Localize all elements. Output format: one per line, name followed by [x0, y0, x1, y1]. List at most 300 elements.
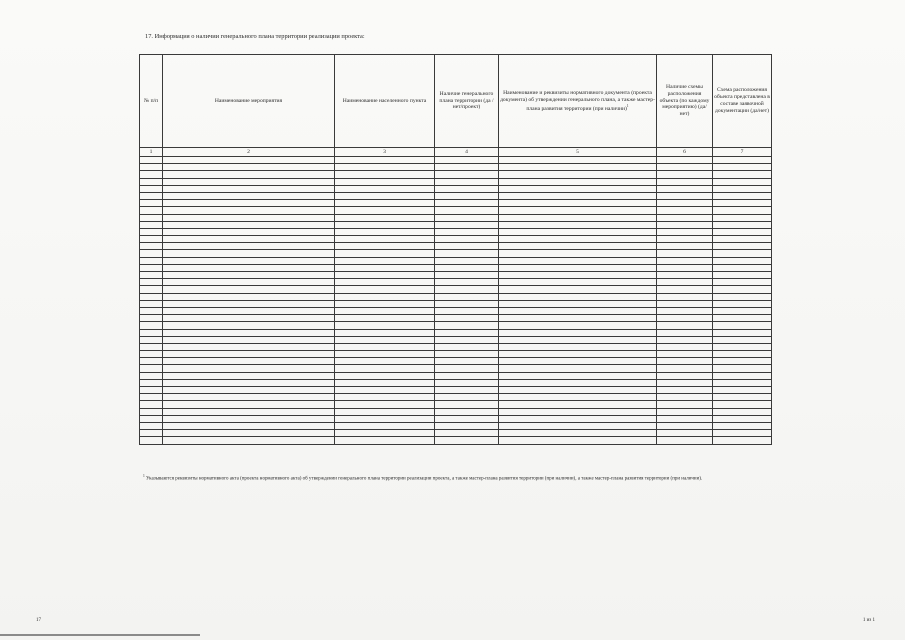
table-cell[interactable] — [713, 415, 772, 422]
table-cell[interactable] — [499, 387, 657, 394]
table-cell[interactable] — [163, 214, 335, 221]
table-cell[interactable] — [713, 164, 772, 171]
table-cell[interactable] — [163, 387, 335, 394]
table-cell[interactable] — [657, 365, 713, 372]
table-cell[interactable] — [713, 221, 772, 228]
table-cell[interactable] — [499, 228, 657, 235]
table-cell[interactable] — [499, 157, 657, 164]
table-cell[interactable] — [140, 286, 163, 293]
table-cell[interactable] — [163, 430, 335, 437]
table-cell[interactable] — [163, 322, 335, 329]
table-cell[interactable] — [713, 343, 772, 350]
table-cell[interactable] — [713, 264, 772, 271]
table-cell[interactable] — [335, 430, 435, 437]
table-cell[interactable] — [499, 264, 657, 271]
table-cell[interactable] — [163, 171, 335, 178]
table-cell[interactable] — [335, 214, 435, 221]
table-cell[interactable] — [499, 300, 657, 307]
header-footnote-mark: 1 — [626, 103, 629, 108]
table-cell[interactable] — [657, 192, 713, 199]
table-row — [140, 228, 772, 235]
table-cell[interactable] — [140, 401, 163, 408]
table-cell[interactable] — [499, 415, 657, 422]
table-cell[interactable] — [335, 307, 435, 314]
table-cell[interactable] — [163, 178, 335, 185]
table-cell[interactable] — [435, 157, 499, 164]
table-cell[interactable] — [140, 236, 163, 243]
table-row — [140, 221, 772, 228]
table-cell[interactable] — [713, 307, 772, 314]
table-cell[interactable] — [435, 408, 499, 415]
table-cell[interactable] — [657, 387, 713, 394]
table-cell[interactable] — [335, 401, 435, 408]
table-cell[interactable] — [435, 358, 499, 365]
table-cell[interactable] — [713, 422, 772, 429]
header-cell-with-footnote — [499, 55, 657, 148]
table-cell[interactable] — [499, 250, 657, 257]
table-cell[interactable] — [657, 437, 713, 444]
table-cell[interactable] — [657, 286, 713, 293]
table-cell[interactable] — [657, 351, 713, 358]
table-cell[interactable] — [163, 293, 335, 300]
table-cell[interactable] — [499, 207, 657, 214]
table-cell[interactable] — [335, 228, 435, 235]
table-cell[interactable] — [435, 272, 499, 279]
table-cell[interactable] — [713, 351, 772, 358]
table-cell[interactable] — [140, 185, 163, 192]
table-cell[interactable] — [163, 372, 335, 379]
table-cell[interactable] — [499, 430, 657, 437]
table-cell[interactable] — [140, 387, 163, 394]
table-cell[interactable] — [657, 372, 713, 379]
table-row — [140, 200, 772, 207]
table-cell[interactable] — [435, 264, 499, 271]
table-cell[interactable] — [163, 358, 335, 365]
table-cell[interactable] — [499, 422, 657, 429]
table-cell[interactable] — [499, 372, 657, 379]
table-cell[interactable] — [163, 164, 335, 171]
table-cell[interactable] — [163, 264, 335, 271]
table-cell[interactable] — [163, 221, 335, 228]
table-cell[interactable] — [499, 257, 657, 264]
table-cell[interactable] — [713, 293, 772, 300]
table-cell[interactable] — [163, 207, 335, 214]
table-cell[interactable] — [657, 315, 713, 322]
table-cell[interactable] — [435, 300, 499, 307]
table-cell[interactable] — [335, 221, 435, 228]
table-cell[interactable] — [499, 307, 657, 314]
table-row — [140, 401, 772, 408]
table-row — [140, 322, 772, 329]
table-cell[interactable] — [140, 365, 163, 372]
table-cell[interactable] — [335, 264, 435, 271]
table-cell[interactable] — [140, 214, 163, 221]
table-cell[interactable] — [140, 358, 163, 365]
table-cell[interactable] — [435, 214, 499, 221]
table-cell[interactable] — [713, 336, 772, 343]
table-cell[interactable] — [713, 250, 772, 257]
table-cell[interactable] — [499, 192, 657, 199]
table-cell[interactable] — [163, 185, 335, 192]
table-cell[interactable] — [140, 264, 163, 271]
table-cell[interactable] — [140, 157, 163, 164]
table-row — [140, 408, 772, 415]
table-cell[interactable] — [140, 293, 163, 300]
table-cell[interactable] — [140, 221, 163, 228]
table-cell[interactable] — [140, 422, 163, 429]
table-cell[interactable] — [140, 200, 163, 207]
table-cell[interactable] — [335, 178, 435, 185]
table-cell[interactable] — [140, 272, 163, 279]
table-cell[interactable] — [435, 322, 499, 329]
table-cell[interactable] — [335, 372, 435, 379]
table-cell[interactable] — [499, 437, 657, 444]
table-cell[interactable] — [163, 329, 335, 336]
table-cell[interactable] — [499, 293, 657, 300]
table-cell[interactable] — [435, 379, 499, 386]
table-cell[interactable] — [163, 379, 335, 386]
table-cell[interactable] — [140, 315, 163, 322]
table-cell[interactable] — [335, 207, 435, 214]
table-cell[interactable] — [713, 315, 772, 322]
table-cell[interactable] — [499, 164, 657, 171]
column-number: 5 — [499, 148, 657, 157]
table-cell[interactable] — [140, 171, 163, 178]
table-cell[interactable] — [657, 157, 713, 164]
table-cell[interactable] — [435, 192, 499, 199]
table-cell[interactable] — [140, 343, 163, 350]
table-cell[interactable] — [163, 286, 335, 293]
table-cell[interactable] — [657, 422, 713, 429]
table-row — [140, 415, 772, 422]
table-cell[interactable] — [140, 257, 163, 264]
table-cell[interactable] — [713, 207, 772, 214]
table-cell[interactable] — [713, 408, 772, 415]
table-cell[interactable] — [163, 315, 335, 322]
table-cell[interactable] — [435, 243, 499, 250]
table-cell[interactable] — [713, 178, 772, 185]
table-cell[interactable] — [657, 307, 713, 314]
table-cell[interactable] — [499, 322, 657, 329]
table-cell[interactable] — [335, 286, 435, 293]
table-cell[interactable] — [713, 171, 772, 178]
table-cell[interactable] — [657, 401, 713, 408]
table-cell[interactable] — [657, 200, 713, 207]
table-cell[interactable] — [657, 358, 713, 365]
table-cell[interactable] — [657, 164, 713, 171]
table-cell[interactable] — [140, 250, 163, 257]
table-cell[interactable] — [335, 300, 435, 307]
table-cell[interactable] — [657, 415, 713, 422]
table-cell[interactable] — [140, 430, 163, 437]
table-cell[interactable] — [163, 351, 335, 358]
table-cell[interactable] — [435, 336, 499, 343]
table-cell[interactable] — [163, 343, 335, 350]
table-cell[interactable] — [657, 430, 713, 437]
table-cell[interactable] — [657, 236, 713, 243]
table-cell[interactable] — [713, 300, 772, 307]
table-cell[interactable] — [657, 329, 713, 336]
table-cell[interactable] — [335, 329, 435, 336]
table-cell[interactable] — [435, 387, 499, 394]
table-cell[interactable] — [499, 315, 657, 322]
table-cell[interactable] — [435, 315, 499, 322]
table-cell[interactable] — [335, 343, 435, 350]
table-cell[interactable] — [713, 257, 772, 264]
table-cell[interactable] — [335, 185, 435, 192]
table-cell[interactable] — [140, 329, 163, 336]
page-count: 1 из 1 — [862, 618, 875, 623]
table-cell[interactable] — [435, 221, 499, 228]
table-cell[interactable] — [163, 422, 335, 429]
table-cell[interactable] — [499, 394, 657, 401]
table-cell[interactable] — [163, 336, 335, 343]
table-cell[interactable] — [435, 401, 499, 408]
table-cell[interactable] — [713, 387, 772, 394]
table-cell[interactable] — [657, 408, 713, 415]
table-cell[interactable] — [335, 236, 435, 243]
table-cell[interactable] — [499, 358, 657, 365]
table-cell[interactable] — [140, 415, 163, 422]
table-cell[interactable] — [163, 437, 335, 444]
table-cell[interactable] — [163, 250, 335, 257]
table-cell[interactable] — [713, 358, 772, 365]
table-cell[interactable] — [140, 336, 163, 343]
table-cell[interactable] — [657, 214, 713, 221]
table-cell[interactable] — [435, 228, 499, 235]
table-row — [140, 243, 772, 250]
table-cell[interactable] — [499, 243, 657, 250]
table-cell[interactable] — [335, 192, 435, 199]
table-cell[interactable] — [499, 200, 657, 207]
table-cell[interactable] — [499, 343, 657, 350]
table-cell[interactable] — [163, 365, 335, 372]
table-cell[interactable] — [163, 243, 335, 250]
table-cell[interactable] — [163, 257, 335, 264]
table-cell[interactable] — [335, 315, 435, 322]
table-cell[interactable] — [499, 401, 657, 408]
table-cell[interactable] — [499, 236, 657, 243]
table-cell[interactable] — [713, 394, 772, 401]
table-cell[interactable] — [335, 250, 435, 257]
table-cell[interactable] — [163, 307, 335, 314]
table-cell[interactable] — [140, 164, 163, 171]
table-cell[interactable] — [435, 365, 499, 372]
table-cell[interactable] — [657, 293, 713, 300]
table-cell[interactable] — [335, 408, 435, 415]
table-row — [140, 379, 772, 386]
table-cell[interactable] — [713, 192, 772, 199]
table-cell[interactable] — [163, 192, 335, 199]
table-cell[interactable] — [163, 228, 335, 235]
table-cell[interactable] — [335, 279, 435, 286]
table-cell[interactable] — [140, 300, 163, 307]
table-cell[interactable] — [140, 322, 163, 329]
table-cell[interactable] — [335, 243, 435, 250]
table-cell[interactable] — [657, 178, 713, 185]
table-row — [140, 257, 772, 264]
table-cell[interactable] — [713, 214, 772, 221]
table-cell[interactable] — [335, 171, 435, 178]
table-cell[interactable] — [335, 293, 435, 300]
table-cell[interactable] — [335, 257, 435, 264]
table-cell[interactable] — [335, 351, 435, 358]
table-cell[interactable] — [335, 200, 435, 207]
table-cell[interactable] — [435, 293, 499, 300]
table-cell[interactable] — [657, 243, 713, 250]
table-cell[interactable] — [163, 300, 335, 307]
table-cell[interactable] — [657, 185, 713, 192]
table-cell[interactable] — [713, 228, 772, 235]
table-cell[interactable] — [140, 372, 163, 379]
table-cell[interactable] — [140, 207, 163, 214]
table-cell[interactable] — [499, 286, 657, 293]
table-cell[interactable] — [140, 228, 163, 235]
table-cell[interactable] — [435, 430, 499, 437]
table-cell[interactable] — [435, 185, 499, 192]
table-cell[interactable] — [657, 322, 713, 329]
table-cell[interactable] — [435, 286, 499, 293]
table-cell[interactable] — [657, 264, 713, 271]
table-cell[interactable] — [713, 401, 772, 408]
table-cell[interactable] — [499, 336, 657, 343]
table-cell[interactable] — [335, 272, 435, 279]
table-cell[interactable] — [163, 272, 335, 279]
table-cell[interactable] — [435, 437, 499, 444]
table-cell[interactable] — [713, 372, 772, 379]
table-cell[interactable] — [435, 178, 499, 185]
table-cell[interactable] — [163, 279, 335, 286]
table-cell[interactable] — [435, 422, 499, 429]
table-cell[interactable] — [335, 157, 435, 164]
table-cell[interactable] — [435, 236, 499, 243]
table-cell[interactable] — [140, 351, 163, 358]
table-cell[interactable] — [140, 307, 163, 314]
table-cell[interactable] — [657, 257, 713, 264]
table-cell[interactable] — [657, 250, 713, 257]
table-cell[interactable] — [713, 279, 772, 286]
table-cell[interactable] — [657, 171, 713, 178]
table-cell[interactable] — [657, 394, 713, 401]
table-cell[interactable] — [713, 430, 772, 437]
table-cell[interactable] — [435, 394, 499, 401]
table-cell[interactable] — [713, 236, 772, 243]
table-cell[interactable] — [140, 178, 163, 185]
table-cell[interactable] — [163, 200, 335, 207]
table-cell[interactable] — [713, 185, 772, 192]
table-cell[interactable] — [713, 243, 772, 250]
table-cell[interactable] — [657, 272, 713, 279]
table-cell[interactable] — [140, 243, 163, 250]
table-cell[interactable] — [335, 415, 435, 422]
table-cell[interactable] — [435, 171, 499, 178]
table-cell[interactable] — [163, 157, 335, 164]
table-cell[interactable] — [435, 307, 499, 314]
table-cell[interactable] — [499, 214, 657, 221]
table-cell[interactable] — [713, 157, 772, 164]
table-cell[interactable] — [499, 221, 657, 228]
table-cell[interactable] — [499, 365, 657, 372]
table-cell[interactable] — [435, 207, 499, 214]
table-cell[interactable] — [657, 379, 713, 386]
table-cell[interactable] — [713, 329, 772, 336]
table-cell[interactable] — [713, 272, 772, 279]
table-cell[interactable] — [335, 164, 435, 171]
table-cell[interactable] — [657, 343, 713, 350]
table-cell[interactable] — [499, 279, 657, 286]
table-cell[interactable] — [335, 358, 435, 365]
table-cell[interactable] — [499, 185, 657, 192]
page-number: 17 — [36, 618, 41, 623]
table-cell[interactable] — [499, 379, 657, 386]
table-cell[interactable] — [435, 200, 499, 207]
table-cell[interactable] — [335, 365, 435, 372]
table-cell[interactable] — [657, 300, 713, 307]
column-number: 4 — [435, 148, 499, 157]
table-cell[interactable] — [140, 437, 163, 444]
table-cell[interactable] — [435, 351, 499, 358]
table-cell[interactable] — [713, 379, 772, 386]
table-cell[interactable] — [499, 329, 657, 336]
table-cell[interactable] — [335, 379, 435, 386]
table-cell[interactable] — [335, 394, 435, 401]
table-cell[interactable] — [499, 178, 657, 185]
table-cell[interactable] — [435, 257, 499, 264]
table-cell[interactable] — [499, 171, 657, 178]
table-cell[interactable] — [140, 379, 163, 386]
table-cell[interactable] — [163, 401, 335, 408]
table-cell[interactable] — [499, 408, 657, 415]
table-cell[interactable] — [713, 437, 772, 444]
table-cell[interactable] — [713, 286, 772, 293]
table-cell[interactable] — [140, 279, 163, 286]
table-cell[interactable] — [499, 272, 657, 279]
table-cell[interactable] — [163, 394, 335, 401]
table-cell[interactable] — [163, 236, 335, 243]
table-cell[interactable] — [713, 200, 772, 207]
table-cell[interactable] — [140, 394, 163, 401]
table-cell[interactable] — [335, 422, 435, 429]
table-cell[interactable] — [335, 336, 435, 343]
table-cell[interactable] — [657, 228, 713, 235]
table-cell[interactable] — [657, 279, 713, 286]
table-cell[interactable] — [140, 408, 163, 415]
table-cell[interactable] — [163, 408, 335, 415]
table-cell[interactable] — [335, 322, 435, 329]
table-cell[interactable] — [435, 250, 499, 257]
table-cell[interactable] — [435, 372, 499, 379]
table-cell[interactable] — [140, 192, 163, 199]
table-cell[interactable] — [335, 387, 435, 394]
table-cell[interactable] — [499, 351, 657, 358]
table-row — [140, 343, 772, 350]
table-cell[interactable] — [163, 415, 335, 422]
table-cell[interactable] — [435, 329, 499, 336]
table-cell[interactable] — [435, 279, 499, 286]
table-row — [140, 365, 772, 372]
table-cell[interactable] — [435, 343, 499, 350]
table-cell[interactable] — [435, 415, 499, 422]
table-body — [140, 157, 772, 445]
table-cell[interactable] — [713, 365, 772, 372]
table-cell[interactable] — [657, 336, 713, 343]
table-row — [140, 250, 772, 257]
table-cell[interactable] — [335, 437, 435, 444]
table-cell[interactable] — [657, 221, 713, 228]
table-cell[interactable] — [657, 207, 713, 214]
table-cell[interactable] — [713, 322, 772, 329]
table-cell[interactable] — [435, 164, 499, 171]
